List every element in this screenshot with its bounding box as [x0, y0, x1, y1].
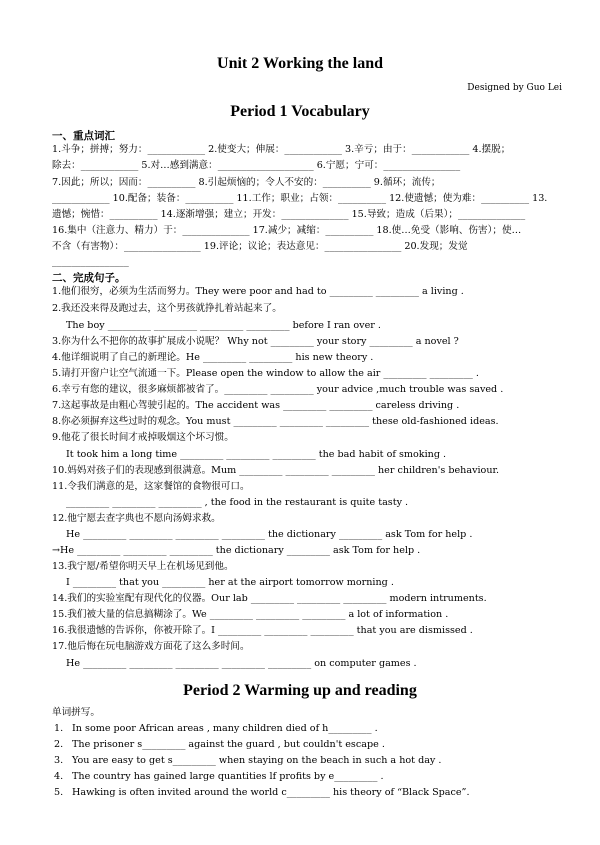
sentence-line: 14.我们的实验室配有现代化的仪器。Our lab _________ _________ _________ modern intruments. — [52, 593, 487, 604]
spelling-item: The country has gained large quantities lf profits by e_________ . — [72, 771, 384, 782]
vocab-line: 7.因此；所以；因而：__________ 8.引起烦恼的；令人不安的：__________ 9.循环；流传； — [52, 177, 441, 188]
sentence-line: 3.你为什么不把你的故事扩展成小说呢？ Why not _________ your story _________ a novel ? — [52, 336, 459, 347]
spelling-item: You are easy to get s_________ when staying on the beach in such a hot day . — [72, 755, 442, 766]
sentence-line: 6.幸亏有您的建议，很多麻烦都被省了。_________ _________ your advice ,much trouble was saved . — [52, 384, 504, 395]
sentence-line: 12.他宁愿去查字典也不愿向汤姆求救。 — [52, 513, 221, 524]
sentence-line: He _________ _________ _________ _________ _________ on computer games . — [66, 658, 417, 669]
sentence-line: 7.这起事故是由粗心驾驶引起的。The accident was _________ _________ careless driving . — [52, 400, 460, 411]
document-title: Unit 2 Working the land — [217, 55, 383, 72]
section1-heading: 一、重点词汇 — [52, 130, 115, 142]
spelling-item: Hawking is often invited around the world c_________ his theory of “Black Space”. — [72, 787, 470, 798]
vocab-line: 1.斗争；拼搏；努力：____________ 2.使变大；伸展：____________ 3.辛亏；由于：____________ 4.摆脱； — [52, 144, 511, 155]
sentence-line: 13.我宁愿/希望你明天早上在机场见到他。 — [52, 561, 234, 572]
item-number: 3. — [54, 755, 64, 766]
section2-heading: 二、完成句子。 — [52, 272, 126, 284]
vocab-line: ____________ 10.配备；装备：__________ 11.工作；职业；占领：__________ 12.使遗憾；使为难：__________ 13. — [52, 193, 548, 204]
sentence-line: 9.他花了很长时间才戒掉吸烟这个坏习惯。 — [52, 432, 234, 443]
sentence-line: →He _________ _________ _________ the dictionary _________ ask Tom for help . — [52, 545, 421, 556]
period2-title: Period 2 Warming up and reading — [183, 682, 417, 699]
spelling-heading: 单词拼写。 — [52, 707, 100, 718]
sentence-line: 5.请打开窗户让空气流通一下。Please open the window to allow the air _________ _________ . — [52, 368, 479, 379]
vocab-line: ________________ — [52, 256, 129, 267]
spelling-item: The prisoner s_________ against the guard , but couldn't escape . — [72, 739, 385, 750]
sentence-line: 16.我很遗憾的告诉你，你被开除了。I _________ _________ _________ that you are dismissed . — [52, 625, 473, 636]
sentence-line: 1.他们很穷，必须为生活而努力。They were poor and had to _________ _________ a living . — [52, 286, 464, 297]
vocab-line: 遗憾；惋惜：__________ 14.逐渐增强；建立；开发：______________ 15.导致；造成（后果）；______________ — [52, 209, 526, 220]
sentence-line: I _________ that you _________ her at the airport tomorrow morning . — [66, 577, 394, 588]
vocab-line: 除去：____________ 5.对…感到满意：____________________ 6.宁愿；宁可：________________ — [52, 160, 461, 171]
sentence-line: 15.我们被大量的信息搞糊涂了。We _________ _________ _________ a lot of information . — [52, 609, 449, 620]
designer-credit: Designed by Guo Lei — [467, 83, 562, 93]
sentence-line: 2.我还没来得及跑过去，这个男孩就挣扎着站起来了。 — [52, 303, 282, 314]
sentence-line: 8.你必须摒弃这些过时的观念。You must _________ _________ _________ these old-fashioned ideas. — [52, 416, 499, 427]
sentence-line: 4.他详细说明了自己的新理论。He _________ _________ his new theory . — [52, 352, 374, 363]
vocab-line: 16.集中（注意力、精力）于：______________ 17.减少；减缩：__________ 18.使…免受（影响、伤害）；使… — [52, 225, 522, 236]
sentence-line: 11.令我们满意的是，这家餐馆的食物很可口。 — [52, 481, 250, 492]
item-number: 4. — [54, 771, 64, 782]
sentence-line: He _________ _________ _________ _________ the dictionary _________ ask Tom for help . — [66, 529, 473, 540]
item-number: 5. — [54, 787, 64, 798]
vocab-line: 不含（有害物）：________________ 19.评论；议论；表达意见：________________ 20.发现；发觉 — [52, 241, 468, 252]
sentence-line: 10.妈妈对孩子们的表现感到很满意。Mum _________ _________ _________ her children's behaviour. — [52, 465, 500, 476]
sentence-line: It took him a long time _________ _________ _________ the bad habit of smoking . — [66, 449, 447, 460]
spelling-item: In some poor African areas , many children died of h_________ . — [72, 723, 378, 734]
item-number: 2. — [54, 739, 64, 750]
period1-title: Period 1 Vocabulary — [230, 103, 370, 120]
sentence-line: 17.他后悔在玩电脑游戏方面花了这么多时间。 — [52, 641, 250, 652]
sentence-line: _________ _________ _________ , the food in the restaurant is quite tasty . — [66, 497, 409, 508]
sentence-line: The boy _________ _________ _________ _________ before I ran over . — [66, 320, 381, 331]
item-number: 1. — [54, 723, 64, 734]
